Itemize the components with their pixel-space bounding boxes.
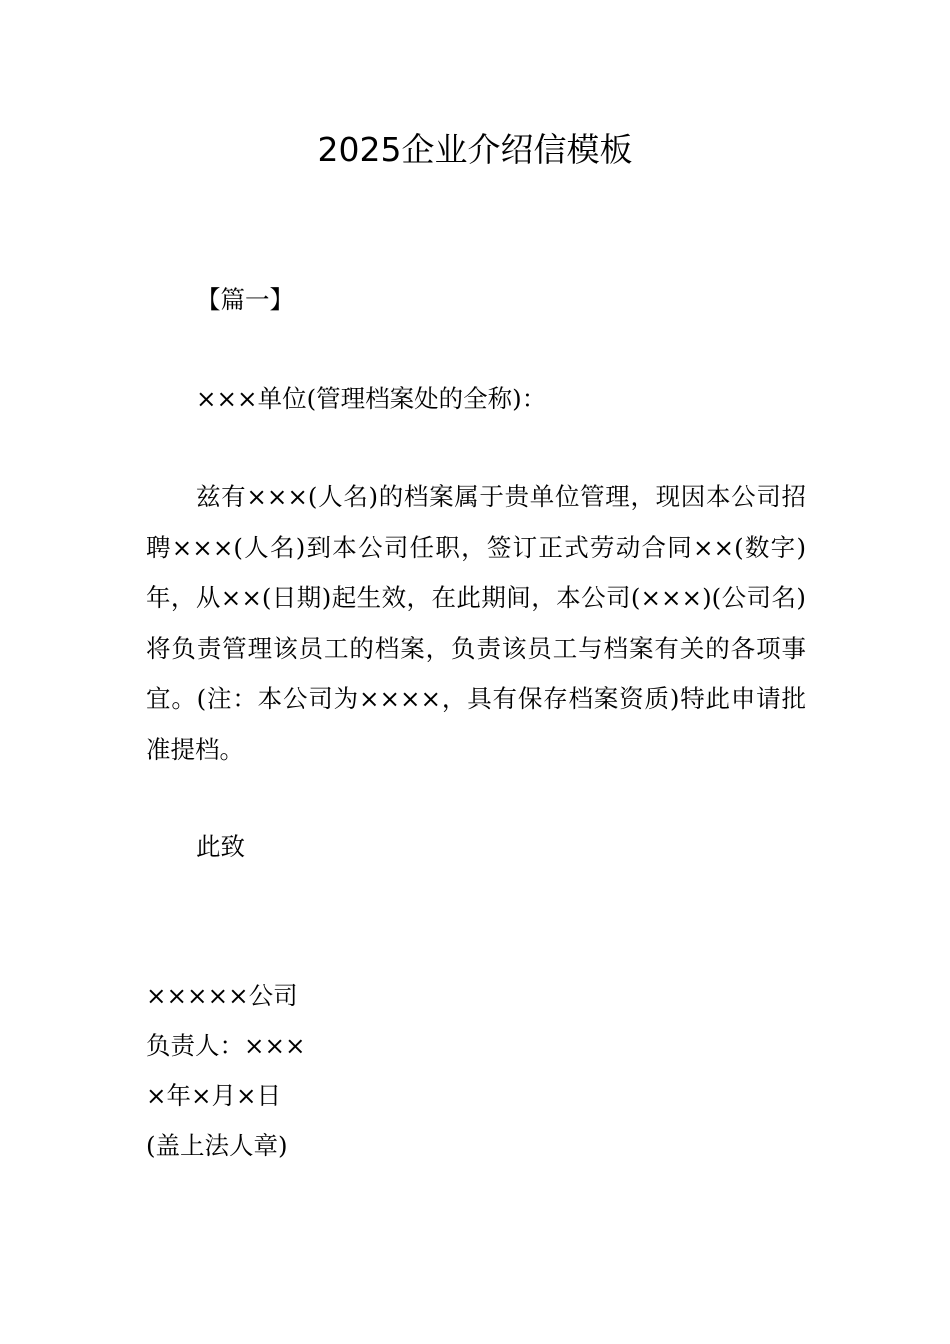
signature-company: ×××××公司 — [146, 981, 298, 1010]
salutation: ×××单位(管理档案处的全称)： — [196, 384, 547, 413]
signature-responsible: 负责人：××× — [146, 1031, 306, 1060]
document-title: 2025企业介绍信模板 — [317, 130, 633, 169]
seal-note: (盖上法人章) — [146, 1131, 288, 1160]
closing: 此致 — [196, 832, 245, 861]
body-paragraph: 兹有×××(人名)的档案属于贵单位管理，现因本公司招聘×××(人名)到本公司任职，签订正式劳动合同××(数字)年，从××(日期)起生效，在此期间，本公司(×××)(公司名)将负责管理该员工的档案，负责该员工与档案有关的各项事宜。(注：本公司为××××，具有保存档案资质)特此申请批准提档。 — [146, 482, 806, 764]
section-label: 【篇一】 — [196, 285, 294, 314]
signature-date: ×年×月×日 — [146, 1081, 282, 1110]
